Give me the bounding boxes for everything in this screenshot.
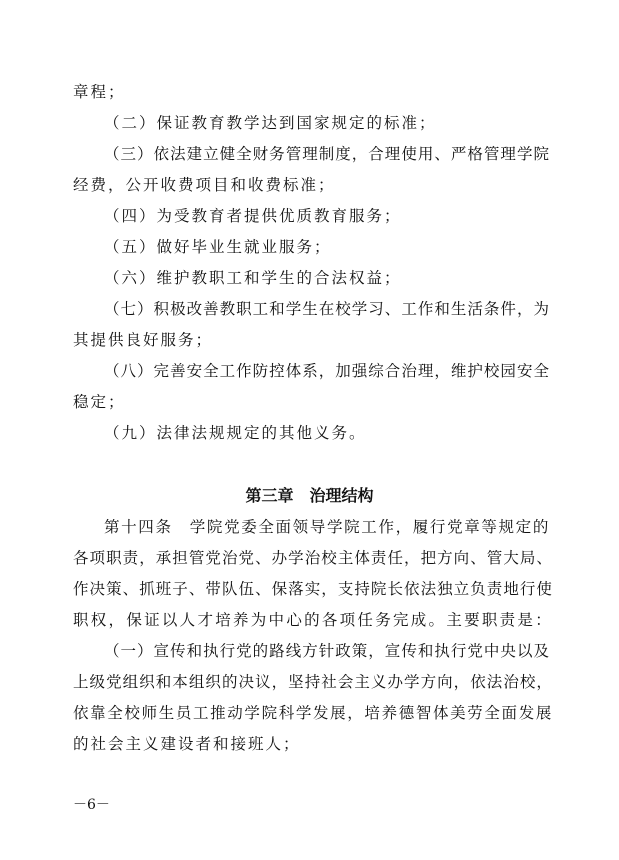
text-line: 其提供良好服务； (73, 331, 214, 349)
text-line: （六）维护教职工和学生的合法权益； (104, 269, 402, 287)
text-line: （二）保证教育教学达到国家规定的标准； (104, 114, 437, 132)
text-line: （三）依法建立健全财务管理制度，合理使用、严格管理学院 (104, 145, 550, 163)
text-line: （九）法律法规规定的其他义务。 (104, 424, 367, 442)
article-line: 上级党组织和本组织的决议，坚持社会主义办学方向，依法治校， (73, 673, 553, 691)
text-line: 稳定； (73, 393, 126, 411)
page-number: －6－ (73, 797, 110, 813)
article-line: 第十四条 学院党委全面领导学院工作，履行党章等规定的 (104, 518, 550, 536)
text-line: （七）积极改善教职工和学生在校学习、工作和生活条件，为 (104, 300, 550, 318)
text-line: （八）完善安全工作防控体系，加强综合治理，维护校园安全 (104, 362, 550, 380)
article-line: 作决策、抓班子、带队伍、保落实，支持院长依法独立负责地行使 (73, 580, 553, 598)
text-line: （四）为受教育者提供优质教育服务； (104, 207, 402, 225)
text-line: 章程； (73, 83, 126, 101)
article-line: 依靠全校师生员工推动学院科学发展，培养德智体美劳全面发展 (73, 704, 553, 722)
article-line: 职权，保证以人才培养为中心的各项任务完成。主要职责是： (73, 611, 553, 629)
text-line: （五）做好毕业生就业服务； (104, 238, 332, 256)
chapter-heading: 第三章 治理结构 (245, 486, 374, 505)
article-line: （一）宣传和执行党的路线方针政策，宣传和执行党中央以及 (104, 642, 550, 660)
article-line: 的社会主义建设者和接班人； (73, 735, 301, 753)
text-line: 经费，公开收费项目和收费标准； (73, 176, 336, 194)
article-line: 各项职责，承担管党治党、办学治校主体责任，把方向、管大局、 (73, 549, 553, 567)
